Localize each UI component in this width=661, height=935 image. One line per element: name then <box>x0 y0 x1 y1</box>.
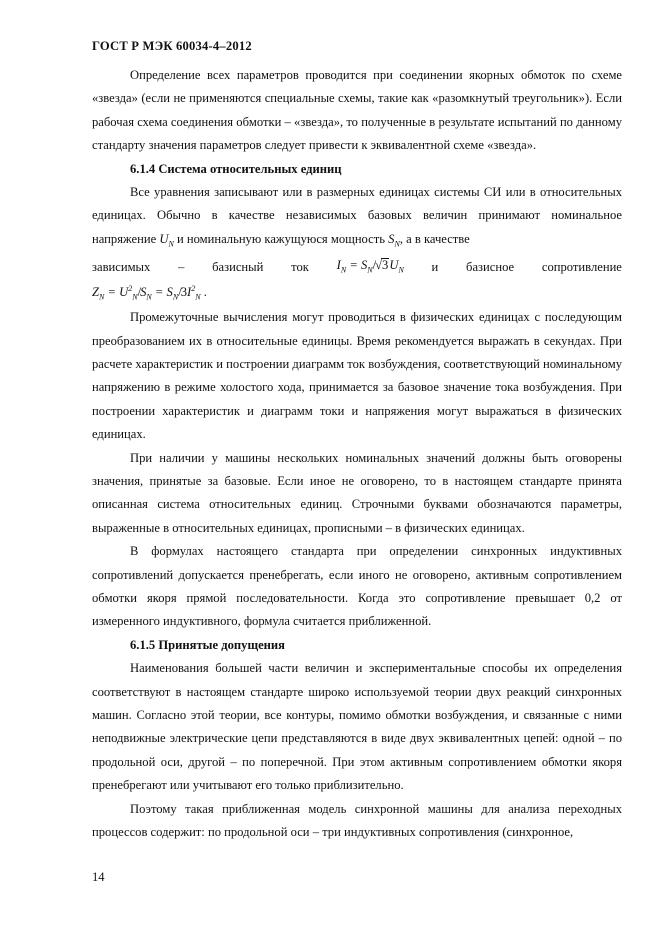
word-basic: базисный <box>212 259 264 274</box>
word-and: и <box>431 259 439 274</box>
word-current: ток <box>291 259 309 274</box>
symbol-un: $U_N$ <box>159 231 174 249</box>
paragraph-units-text-b: и номинальную кажущуюся мощность <box>176 231 386 246</box>
paragraph-units <box>92 181 622 256</box>
document-header: ГОСТ Р МЭК 60034-4–2012 <box>92 39 252 53</box>
formula-base-impedance: $Z_N = U^2_N/S_N = S_N/3I^2_N$ . <box>92 283 207 302</box>
section-heading-6-1-5: 6.1.5 Принятые допущения <box>130 637 285 652</box>
dash: – <box>178 259 185 274</box>
paragraph-two-reaction-theory: Наименования большей части величин и экспериментальные способы их определения соответствуют в настоящем стандарте широко используемой теории двух реакций синхронных машин. Согласно этой теории, все контуры, помимо обмотки возбуждения, и связанные с ними неподвижные электрические цепи представляются в виде двух эквивалентных цепей: одной – по продольной оси, другой – по поперечной. При этом активным сопротивлением обмотки якоря пренебрегают или учитывают его только приблизительно. <box>92 661 622 793</box>
paragraph-intermediate-calculations: Промежуточные вычисления могут проводиться в физических единицах с последующим преобразованием их в относительные единицы. Время рекомендуется выражать в секундах. При расчете характеристик и построении диаграмм ток возбуждения, соответствующий номинальному напряжению в режиме холостого хода, принимается за базовое значение тока возбуждения. При построении характеристик и диаграмм токи и напряжения могут выражаться в физических единицах. <box>92 310 622 442</box>
paragraph-multiple-ratings: При наличии у машины нескольких номинальных значений должны быть оговорены значения, принятые за базовые. Если иное не оговорено, то в настоящем стандарте принята описанная система относительных единиц. Строчными буквами обозначаются параметры, выраженные в относительных единицах, прописными – в физических единицах. <box>92 450 622 535</box>
formula-line-impedance <box>92 279 622 306</box>
paragraph-approximate-model: Поэтому такая приближенная модель синхронной машины для анализа переходных процессов содержит: по продольной оси – три индуктивных сопротивления (синхронное, <box>92 801 622 840</box>
word-resistance: сопротивление <box>541 259 622 274</box>
paragraph-units-text-a: Все уравнения записывают или в размерных единицах системы СИ или в относительных единицах. Обычно в качестве независимых базовых величин принимают номинальное напряжение <box>92 185 622 246</box>
paragraph-star-connection: Определение всех параметров проводится при соединении якорных обмоток по схеме «звезда» (если не применяются специальные схемы, такие как «разомкнутый треугольник»). Если рабочая схема соединения обмотки – «звезда», то полученные в результате испытаний по данному стандарту значения параметров следует привести к эквивалентной схеме «звезда». <box>92 68 622 153</box>
page-number: 14 <box>92 870 105 884</box>
word-basic-2: базисное <box>466 259 515 274</box>
symbol-sn: $S_N$ <box>388 231 400 249</box>
paragraph-units-text-c: , а в качестве <box>399 231 470 246</box>
sqrt-icon: √ <box>375 257 383 272</box>
word-dependent: зависимых <box>92 259 151 274</box>
paragraph-formulas: В формулах настоящего стандарта при определении синхронных индуктивных сопротивлений допускается пренебрегать, если иного не оговорено, активным сопротивлением обмотки якоря прямой последовательности. Когда это сопротивление превышает 0,2 от измеренного индуктивного, формула считается приближенной. <box>92 544 622 629</box>
page-content <box>92 64 622 845</box>
section-heading-6-1-4: 6.1.4 Система относительных единиц <box>130 161 342 176</box>
formula-base-current: $I_N = S_N/√3U_N$ <box>336 257 404 275</box>
